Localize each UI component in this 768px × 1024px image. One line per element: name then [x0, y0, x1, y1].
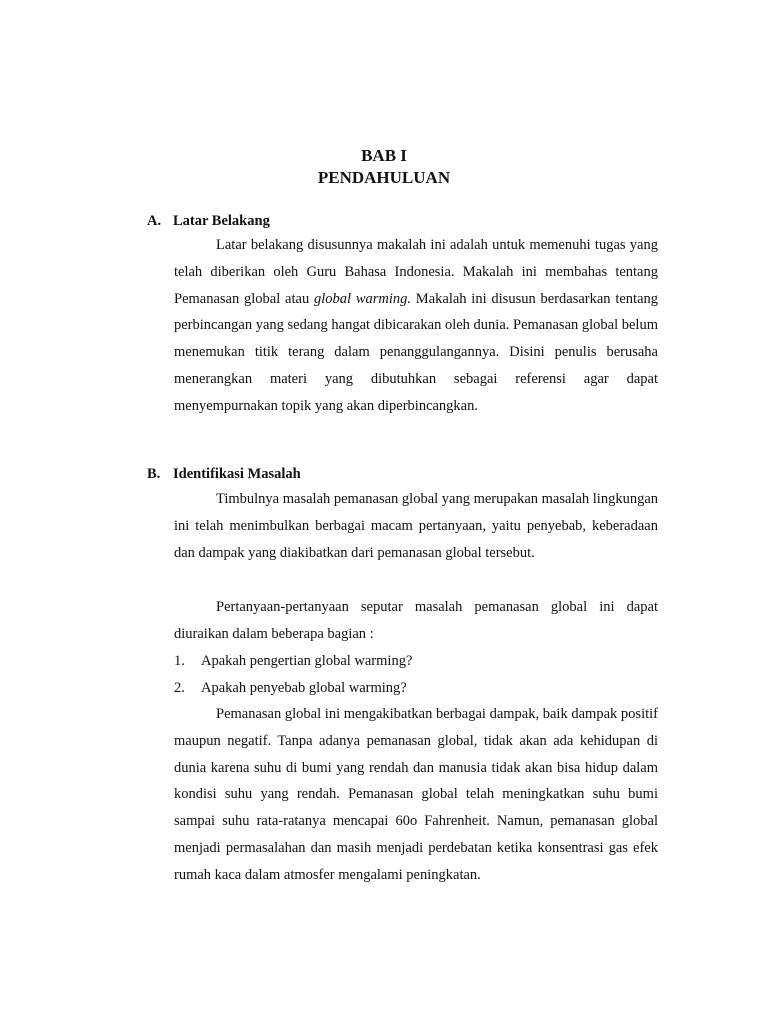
list-item-number: 1.	[174, 653, 185, 669]
list-item-text: Apakah pengertian global warming?	[201, 653, 413, 669]
section-a-text-italic: global warming.	[313, 290, 412, 307]
section-a-text-before: Latar belakang disusunnya makalah ini adalah untuk memenuhi tugas yang telah diberikan oleh Guru Bahasa Indonesia. Makalah ini membahas tentang Pemanasan global atau	[174, 237, 658, 307]
section-a-title: Latar Belakang	[173, 213, 270, 229]
section-b-title: Identifikasi Masalah	[173, 466, 301, 482]
list-item-text: Apakah penyebab global warming?	[201, 680, 407, 696]
section-b-heading	[147, 464, 301, 484]
list-item	[174, 678, 407, 698]
section-b-mark: B.	[147, 466, 161, 482]
section-a-paragraph	[174, 232, 658, 420]
list-item-number: 2.	[174, 680, 185, 696]
chapter-number: BAB I	[361, 146, 407, 165]
section-a-mark: A.	[147, 213, 162, 229]
section-b-paragraph-1: Timbulnya masalah pemanasan global yang merupakan masalah lingkungan ini telah menimbulkan berbagai macam pertanyaan, yaitu penyebab, keberadaan dan dampak yang diakibatkan dari pemanasan global tersebut.	[174, 491, 659, 561]
section-b-closing-paragraph: Pemanasan global ini mengakibatkan berbagai dampak, baik dampak positif maupun negatif. Tanpa adanya pemanasan global, tidak akan ada kehidupan di dunia karena suhu di bumi yang rendah dan manusia tidak akan bisa hidup dalam kondisi suhu yang rendah. Pemanasan global telah meningkatkan suhu bumi sampai suhu rata-ratanya mencapai 60o Fahrenheit. Namun, pemanasan global menjadi permasalahan dan masih menjadi perdebatan ketika konsentrasi gas efek rumah kaca dalam atmosfer mengalami peningkatan.	[174, 706, 658, 883]
section-a-heading	[147, 211, 270, 231]
chapter-title: PENDAHULUAN	[317, 168, 451, 187]
section-b-paragraph-2: Pertanyaan-pertanyaan seputar masalah pemanasan global ini dapat diuraikan dalam beberapa bagian :	[174, 599, 658, 642]
list-item	[174, 651, 412, 671]
section-a-text-after: Makalah ini disusun berdasarkan tentang perbincangan yang sedang hangat dibicarakan oleh dunia. Pemanasan global belum menemukan titik terang dalam penanggulangannya. Disini penulis berusaha menerangkan materi yang dibutuhkan sebagai referensi agar dapat menyempurnakan topik yang akan diperbincangkan.	[174, 290, 659, 414]
